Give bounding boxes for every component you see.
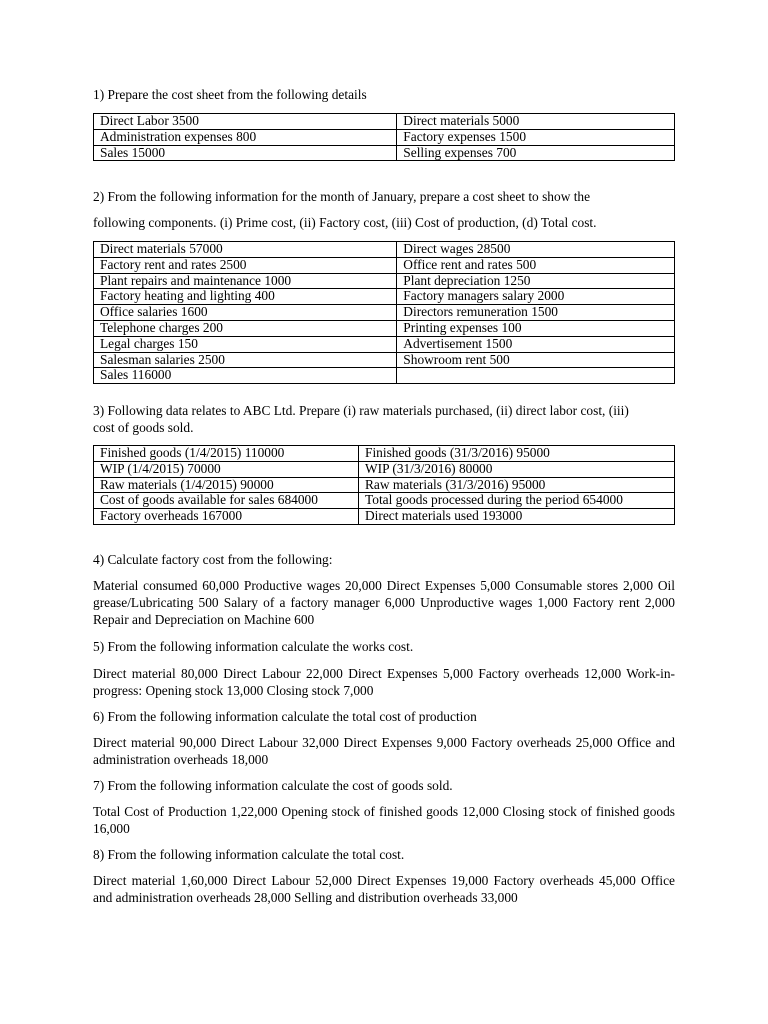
table-row [94,305,675,321]
table-row [94,336,675,352]
table-cell: Office salaries 1600 [94,305,397,321]
question-6-body: Direct material 90,000 Direct Labour 32,000 Direct Expenses 9,000 Factory overheads 25,000 Office and administration overheads 18,000 [93,735,675,767]
question-3-line-1: 3) Following data relates to ABC Ltd. Prepare (i) raw materials purchased, (ii) direct labor cost, (iii) [93,403,629,418]
table-cell: Printing expenses 100 [397,320,675,336]
question-2-line-2: following components. (i) Prime cost, (ii) Factory cost, (iii) Cost of production, (d) Total cost. [93,215,597,230]
table-cell: WIP (31/3/2016) 80000 [359,461,675,477]
table-row [94,509,675,525]
question-6: 6) From the following information calculate the total cost of production [93,709,477,724]
table-cell: Showroom rent 500 [397,352,675,368]
question-1-table [93,113,675,161]
question-5: 5) From the following information calculate the works cost. [93,639,414,654]
question-3-line-2: cost of goods sold. [93,420,194,435]
table-cell: Plant repairs and maintenance 1000 [94,273,397,289]
table-cell: Telephone charges 200 [94,320,397,336]
table-cell [397,368,675,384]
table-cell: Direct materials 57000 [94,242,397,258]
table-cell: Sales 15000 [94,145,397,161]
table-row [94,145,675,161]
question-5-body: Direct material 80,000 Direct Labour 22,000 Direct Expenses 5,000 Factory overheads 12,000 Work-in-progress: Opening stock 13,000 Closing stock 7,000 [93,666,675,698]
table-cell: Raw materials (31/3/2016) 95000 [359,477,675,493]
table-cell: Factory overheads 167000 [94,509,359,525]
question-8: 8) From the following information calculate the total cost. [93,847,405,862]
question-7: 7) From the following information calculate the cost of goods sold. [93,778,453,793]
table-row [94,493,675,509]
table-cell: Salesman salaries 2500 [94,352,397,368]
table-cell: Cost of goods available for sales 684000 [94,493,359,509]
table-cell: Direct materials used 193000 [359,509,675,525]
question-2-line-1: 2) From the following information for the month of January, prepare a cost sheet to show the [93,189,591,204]
table-cell: Factory heating and lighting 400 [94,289,397,305]
question-2-table [93,241,675,384]
table-row [94,446,675,462]
question-7-body: Total Cost of Production 1,22,000 Opening stock of finished goods 12,000 Closing stock of finished goods 16,000 [93,804,675,836]
table-cell: Administration expenses 800 [94,129,397,145]
table-cell: Direct materials 5000 [397,114,675,130]
table-cell: Sales 116000 [94,368,397,384]
table-cell: WIP (1/4/2015) 70000 [94,461,359,477]
table-row [94,352,675,368]
table-cell: Finished goods (1/4/2015) 110000 [94,446,359,462]
table-row [94,242,675,258]
table-row [94,114,675,130]
table-cell: Raw materials (1/4/2015) 90000 [94,477,359,493]
table-cell: Factory rent and rates 2500 [94,257,397,273]
table-row [94,129,675,145]
table-row [94,257,675,273]
table-cell: Directors remuneration 1500 [397,305,675,321]
table-cell: Advertisement 1500 [397,336,675,352]
table-row [94,273,675,289]
question-4-body: Material consumed 60,000 Productive wages 20,000 Direct Expenses 5,000 Consumable stores 2,000 Oil grease/Lubricating 500 Salary of a factory manager 6,000 Unproductive wages 1,000 Factory rent 2,000 Repair and Depreciation on Machine 600 [93,578,675,627]
table-cell: Plant depreciation 1250 [397,273,675,289]
table-row [94,368,675,384]
table-row [94,289,675,305]
table-cell: Direct wages 28500 [397,242,675,258]
table-cell: Finished goods (31/3/2016) 95000 [359,446,675,462]
table-cell: Factory expenses 1500 [397,129,675,145]
question-1: 1) Prepare the cost sheet from the following details [93,87,367,102]
question-8-body: Direct material 1,60,000 Direct Labour 52,000 Direct Expenses 19,000 Factory overheads 45,000 Office and administration overheads 28,000 Selling and distribution overheads 33,000 [93,873,675,905]
table-cell: Selling expenses 700 [397,145,675,161]
table-cell: Office rent and rates 500 [397,257,675,273]
table-cell: Legal charges 150 [94,336,397,352]
table-cell: Total goods processed during the period 654000 [359,493,675,509]
table-cell: Factory managers salary 2000 [397,289,675,305]
table-cell: Direct Labor 3500 [94,114,397,130]
question-4: 4) Calculate factory cost from the following: [93,552,333,567]
table-row [94,320,675,336]
table-row [94,461,675,477]
table-row [94,477,675,493]
question-3-table [93,445,675,525]
